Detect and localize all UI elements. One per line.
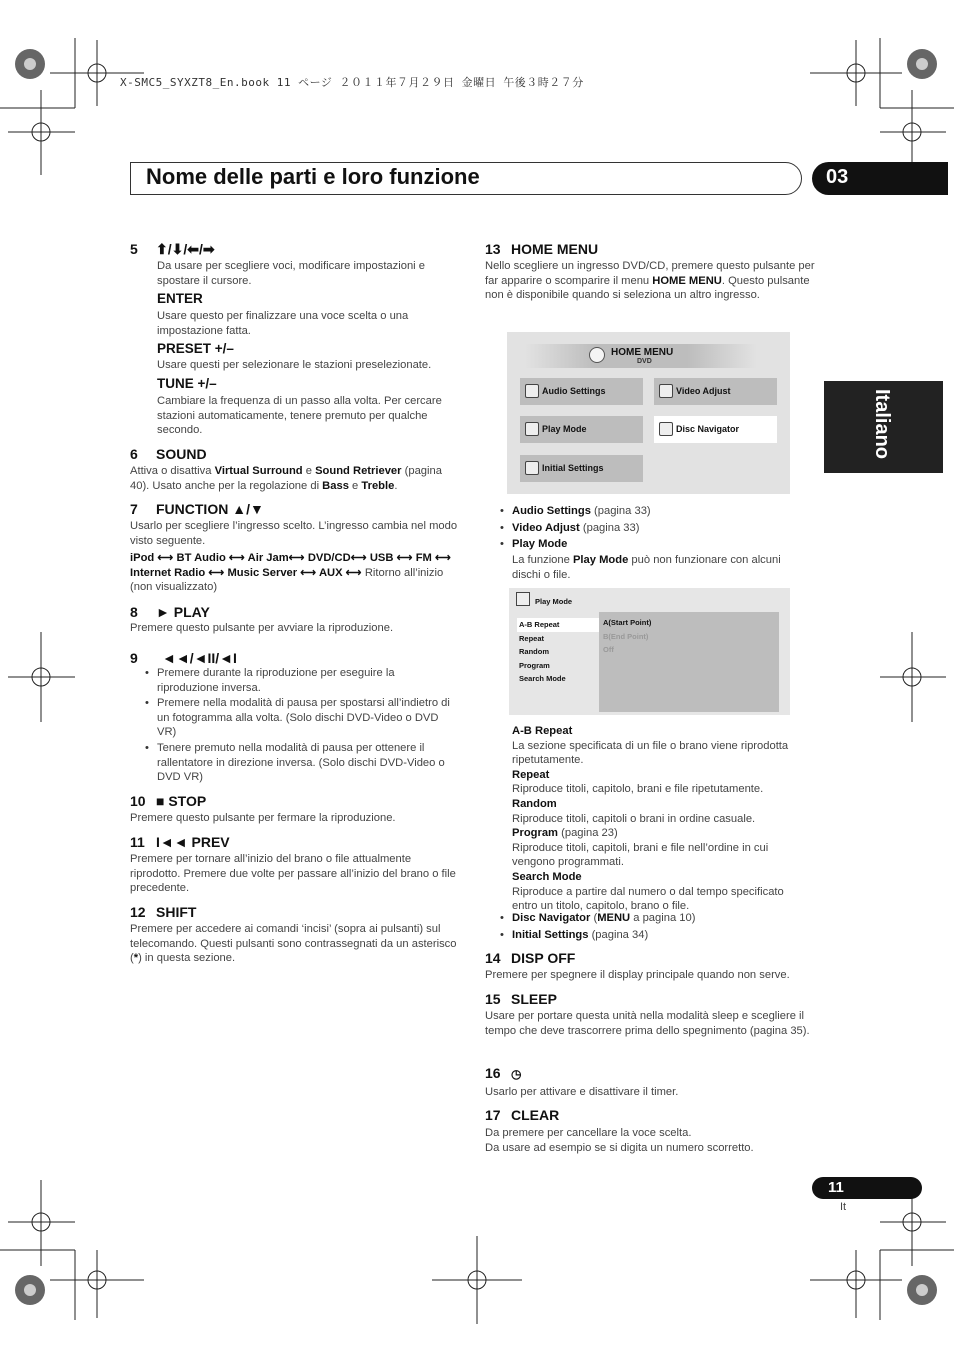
play-mode-item-search-mode[interactable]: Search Mode <box>519 674 566 683</box>
tune-text: Cambiare la frequenza di un passo alla volta. Per cercare stazioni automaticamente, tenere premuto per qualche secondo. <box>157 395 442 437</box>
section-16-heading: 16 ◷ <box>485 1065 522 1081</box>
function-chain: iPod ⟷ BT Audio ⟷ Air Jam⟷ DVD/CD⟷ USB ⟷ FM ⟷ Internet Radio ⟷ Music Server ⟷ AUX ⟷ Ritorno all’inizio (non visualizzato) <box>130 552 452 594</box>
list-item: • Tenere premuto nella modalità di pausa per ottenere il rallentatore in direzione inversa. (Solo dischi DVD-Video o DVD VR) <box>143 741 459 785</box>
home-menu-source: DVD <box>637 358 652 365</box>
section-17-heading: 17 CLEAR <box>485 1107 560 1123</box>
section-8-text: Premere questo pulsante per avviare la riproduzione. <box>130 622 394 634</box>
play-mode-item-repeat[interactable]: Repeat <box>519 633 545 643</box>
home-menu-title: HOME MENU <box>611 347 674 358</box>
option-end-point[interactable]: B(End Point) <box>603 631 649 641</box>
disc-icon <box>589 347 605 363</box>
language-side-tab <box>824 381 943 473</box>
section-5-text: Da usare per scegliere voci, modificare impostazioni e spostare il cursore. <box>157 260 425 287</box>
list-item: • Play Mode <box>498 537 818 552</box>
ab-repeat-label: A-B Repeat <box>512 725 573 737</box>
section-9-heading: 9 ◄◄/◄II/◄I <box>130 650 237 666</box>
section-10-heading: 10 ■ STOP <box>130 793 207 809</box>
section-7-text: Usarlo per scegliere l’ingresso scelto. L’ingresso cambia nel modo visto seguente. <box>130 520 458 547</box>
chapter-number: 03 <box>812 162 948 195</box>
play-mode-item-random[interactable]: Random <box>519 647 549 656</box>
section-17-text: Da premere per cancellare la voce scelta. Da usare ad esempio se si digita un numero scorretto. <box>485 1127 754 1154</box>
repeat-text: Riproduce titoli, capitolo, brani e file ripetutamente. <box>512 783 764 796</box>
program-text: Riproduce titoli, capitoli, brani e file nell’ordine in cui vengono programmati. <box>512 841 769 869</box>
section-10-text: Premere questo pulsante per fermare la riproduzione. <box>130 812 396 824</box>
repeat-label: Repeat <box>512 768 550 781</box>
play-mode-icon <box>516 592 530 606</box>
home-menu-bullets <box>498 504 818 552</box>
enter-text: Usare questo per finalizzare una voce scelta o una impostazione fatta. <box>157 310 409 337</box>
disc-navigator-icon <box>659 422 673 436</box>
list-item: • Video Adjust (pagina 33) <box>498 521 818 536</box>
section-13-text: Nello scegliere un ingresso DVD/CD, premere questo pulsante per far apparire o scomparire il menu HOME MENU. Questo pulsante non è disponibile quando si seleziona un altro ingresso. <box>485 260 815 302</box>
section-9-bullets <box>143 666 459 785</box>
play-mode-title: Play Mode <box>535 597 573 606</box>
section-12-text: Premere per accedere ai comandi ‘incisi’ (sopra ai pulsanti) sul telecomando. Questi pulsanti sono contrassegnati da un asterisco (*) in questa sezione. <box>130 923 457 965</box>
settings-icon <box>525 461 539 475</box>
enter-heading: ENTER <box>157 291 203 306</box>
section-7-heading: 7 FUNCTION ▲/▼ <box>130 501 264 517</box>
preset-heading: PRESET +/– <box>157 341 234 356</box>
menu-item-initial-settings[interactable]: Initial Settings <box>520 455 643 482</box>
section-11-text: Premere per tornare all’inizio del brano o file attualmente riprodotto. Premere due volte per passare all’inizio del brano o file precedente. <box>130 853 456 895</box>
book-header-line: X-SMC5_SYXZT8_En.book 11 ページ ２０１１年７月２９日 金曜日 午後３時２７分 <box>120 76 584 89</box>
monitor-icon <box>659 384 673 398</box>
list-item: • Audio Settings (pagina 33) <box>498 504 818 519</box>
play-mode-screenshot <box>509 588 790 715</box>
play-mode-item-program[interactable]: Program <box>519 660 550 670</box>
search-mode-label: Search Mode <box>512 870 582 883</box>
page-title: Nome delle parti e loro funzione <box>146 164 480 189</box>
play-mode-item-ab-repeat[interactable]: A-B Repeat <box>517 618 599 632</box>
play-mode-descriptions: A-B Repeat La sezione specificata di un file o brano viene riprodotta ripetutamente. Repeat Riproduce titoli, capitolo, brani e file ripetutamente. Random Riproduce titoli, capitoli o brani in ordine casuale. Program (pagina 23) Riproduce titoli, capitoli, brani e file nell’ordine in cui vengono programmati. Search Mode Riproduce a partire dal numero o dal tempo specificato entro un titolo, capitolo, brano o file. <box>512 724 812 914</box>
option-start-point[interactable]: A(Start Point) <box>603 618 652 627</box>
section-5-heading: 5 ⬆/⬇/⬅/➡ <box>130 241 215 257</box>
preset-text: Usare questi per selezionare le stazioni preselezionate. <box>157 359 432 371</box>
more-bullets <box>498 911 818 942</box>
program-label: Program <box>512 827 559 840</box>
menu-item-play-mode[interactable]: Play Mode <box>520 416 643 443</box>
home-menu-screenshot <box>507 332 790 494</box>
timer-icon: ◷ <box>511 1067 522 1081</box>
section-14-heading: 14 DISP OFF <box>485 950 576 966</box>
section-15-text: Usare per portare questa unità nella modalità sleep e scegliere il tempo che deve trascorrere prima dello spegnimento (pagina 35). <box>485 1010 810 1037</box>
section-15-heading: 15 SLEEP <box>485 991 557 1007</box>
section-16-text: Usarlo per attivare e disattivare il timer. <box>485 1086 679 1098</box>
menu-item-audio-settings[interactable]: Audio Settings <box>520 378 643 405</box>
play-mode-list <box>517 618 599 686</box>
ab-repeat-text: La sezione specificata di un file o brano viene riprodotta ripetutamente. <box>512 739 789 767</box>
page-number: 11 <box>812 1177 922 1199</box>
section-12-heading: 12 SHIFT <box>130 904 197 920</box>
tune-heading: TUNE +/– <box>157 376 217 391</box>
section-8-heading: 8 ► PLAY <box>130 604 210 620</box>
list-item: • Premere nella modalità di pausa per spostarsi all’indietro di un fotogramma alla volta. (Solo dischi DVD-Video o DVD VR) <box>143 696 459 740</box>
section-13-heading: 13 HOME MENU <box>485 241 599 257</box>
random-label: Random <box>512 797 557 810</box>
search-mode-text: Riproduce a partire dal numero o dal tempo specificato entro un titolo, capitolo, brano o file. <box>512 885 784 913</box>
list-item: • Initial Settings (pagina 34) <box>498 928 818 943</box>
play-mode-note: La funzione Play Mode può non funzionare con alcuni dischi o file. <box>512 554 781 581</box>
list-item: • Premere durante la riproduzione per eseguire la riproduzione inversa. <box>143 666 459 695</box>
section-14-text: Premere per spegnere il display principale quando non serve. <box>485 969 790 981</box>
play-mode-options <box>599 612 779 712</box>
language-label: Italiano <box>871 389 893 460</box>
list-item: • Disc Navigator (MENU a pagina 10) <box>498 911 818 926</box>
random-text: Riproduce titoli, capitoli o brani in ordine casuale. <box>512 812 756 825</box>
speaker-icon <box>525 384 539 398</box>
play-mode-icon <box>525 422 539 436</box>
section-6-text: Attiva o disattiva Virtual Surround e Sound Retriever (pagina 40). Usato anche per la regolazione di Bass e Treble. <box>130 465 442 492</box>
section-11-heading: 11 I◄◄ PREV <box>130 834 230 850</box>
page-language: It <box>840 1201 847 1213</box>
option-off[interactable]: Off <box>603 645 614 654</box>
menu-item-video-adjust[interactable]: Video Adjust <box>654 378 777 405</box>
section-6-heading: 6 SOUND <box>130 446 207 462</box>
menu-item-disc-navigator[interactable]: Disc Navigator <box>654 416 777 443</box>
